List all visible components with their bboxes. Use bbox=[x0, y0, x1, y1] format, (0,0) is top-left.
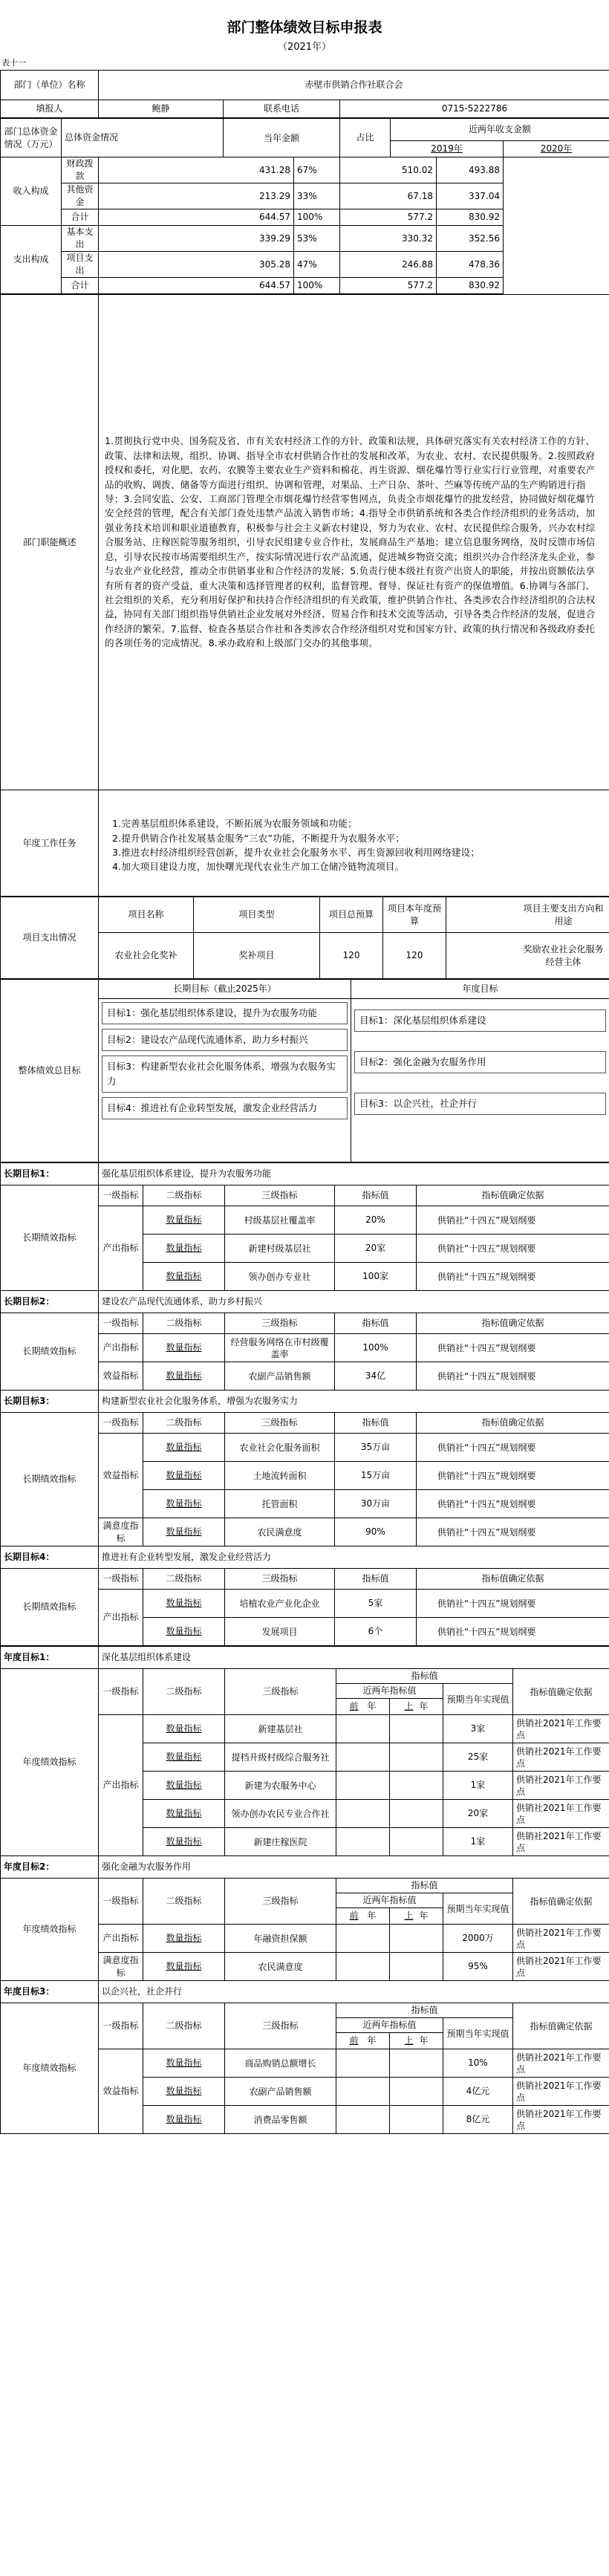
indicator-lvl1: 产出指标 bbox=[99, 1590, 143, 1646]
project-direction: 奖励农业社会化服务经营主体 bbox=[446, 933, 609, 979]
projects-header-total: 项目总预算 bbox=[320, 897, 383, 933]
phone-label: 联系电话 bbox=[224, 100, 340, 118]
indicator-lvl3: 农业社会化服务面积 bbox=[225, 1434, 335, 1462]
prev2-label: 前 bbox=[349, 1701, 359, 1711]
indicator-basis: 供销社2021年工作要点 bbox=[513, 1743, 609, 1772]
indicator-lvl2: 数量指标 bbox=[143, 1263, 225, 1291]
overall-goals-label: 整体绩效总目标 bbox=[1, 980, 99, 1162]
indicator-basis: 供销社“十四五”规划纲要 bbox=[417, 1618, 609, 1646]
indicator-lvl3: 提档升级村级综合服务社 bbox=[225, 1743, 336, 1772]
long-goal-desc: 推进社有企业转型发展，激发企业经营活力 bbox=[99, 1546, 609, 1569]
header-expected: 预期当年实现值 bbox=[443, 1684, 513, 1715]
prev2-year-word: 年 bbox=[364, 2035, 377, 2046]
indicator-value: 20家 bbox=[335, 1235, 417, 1263]
funds-row-ratio: 53% bbox=[294, 226, 340, 252]
funds-row-2019: 246.88 bbox=[340, 252, 437, 278]
indicator-prev2 bbox=[336, 1800, 390, 1828]
funds-row-name: 合计 bbox=[62, 209, 99, 226]
indicator-lvl3: 农副产品销售额 bbox=[225, 2078, 336, 2106]
long-goals-header: 长期目标（截止2025年） bbox=[99, 980, 351, 999]
prev1-label: 上 bbox=[404, 1910, 414, 1921]
indicator-lvl2: 数量指标 bbox=[143, 2078, 225, 2106]
prev2-year-word: 年 bbox=[364, 1910, 377, 1921]
prev1-year-word: 年 bbox=[419, 1701, 429, 1711]
header-expected: 预期当年实现值 bbox=[443, 2018, 513, 2049]
header-lvl2: 二级指标 bbox=[143, 1185, 225, 1206]
funds-section-label: 部门总体资金情况（万元） bbox=[1, 119, 62, 157]
header-prev1 bbox=[390, 2033, 443, 2049]
indicator-lvl2: 数量指标 bbox=[143, 1462, 225, 1490]
indicator-expected: 10% bbox=[443, 2049, 513, 2078]
dept-label: 部门（单位）名称 bbox=[1, 71, 99, 100]
header-lvl3: 三级指标 bbox=[225, 1879, 336, 1925]
long-goal-desc: 建设农产品现代流通体系，助力乡村振兴 bbox=[99, 1291, 609, 1313]
basic-info-table bbox=[0, 70, 609, 118]
header-lvl3: 三级指标 bbox=[225, 1313, 335, 1334]
indicator-lvl3: 土地流转面积 bbox=[225, 1462, 335, 1490]
prev2-label: 前 bbox=[349, 2035, 359, 2046]
indicator-prev2 bbox=[336, 2078, 390, 2106]
indicator-value: 6个 bbox=[335, 1618, 417, 1646]
funds-row-2019: 577.2 bbox=[340, 278, 437, 294]
header-recent: 近两年指标值 bbox=[336, 1684, 443, 1699]
indicator-value: 100% bbox=[335, 1334, 417, 1362]
filler-label: 填报人 bbox=[1, 100, 99, 118]
year-goal-item: 目标2：强化金融为农服务作用 bbox=[354, 1051, 606, 1073]
funds-recent-header: 近两年收支金额 bbox=[391, 119, 609, 141]
indicator-basis: 供销社“十四五”规划纲要 bbox=[417, 1434, 609, 1462]
funds-ratio-header: 占比 bbox=[340, 119, 391, 157]
indicator-lvl3: 消费品零售额 bbox=[225, 2106, 336, 2134]
indicator-expected: 4亿元 bbox=[443, 2078, 513, 2106]
long-term-table bbox=[0, 1162, 609, 1646]
indicator-basis: 供销社“十四五”规划纲要 bbox=[417, 1590, 609, 1618]
annual-side-label: 年度绩效指标 bbox=[1, 1879, 99, 1981]
indicator-lvl3: 年融资担保额 bbox=[225, 1925, 336, 1953]
funds-expense-label: 支出构成 bbox=[1, 226, 62, 294]
funds-row-ratio: 33% bbox=[294, 183, 340, 209]
indicator-lvl2: 数量指标 bbox=[143, 1715, 225, 1743]
duties-text: 1.贯彻执行党中央、国务院及省、市有关农村经济工作的方针、政策和法规，具体研究落实有关农村经济工作的方针、政策、法律和法规，组织、协调、指导全市农村供销合作社的发展和改革，为农业、农村、农民提供服务。2.按照政府授权和委托，对化肥、农药、农膜等主要农业生产资料和棉花、再生资源、烟花爆竹等行业实行行业管理，对重要农产品的收购、调拨、储备等方面进行组织、协调和管理，对果品、土产日杂、茶叶、苎麻等传统产品的生产购销进行指导；3.会同安监、公安、工商部门管理全市烟花爆竹经营零售网点，负责全市烟花爆竹的批发经营，协同做好烟花爆竹安全经营的管理，配合有关部门查处违禁产品流入销售市场；4.指导全市供销系统和各类合作经济组织的业务活动，加强业务技术培训和职业道德教育，积极参与社会主义新农村建设，努力为农业、农村、农民提供综合服务，兴办农村综合服务站、庄稼医院等服务组织，引导农民组建专业合作社，发展商品生产基地；建立信息服务网络，及时反馈市场信息，引导农民按市场需要组织生产，按实际情况进行农产品流通，促进城乡物资交流；组织兴办合作经济龙头企业，参与农业产业化经营，推动全市供销事业和合作经济的发展；5.负责行使本级社有资产出资人的职能，并按出资额依法享有所有者的资产受益，重大决策和选择管理者的权利，监督管理、督导、保证社有资产的保值增值。6.协调与各部门、社会组织的关系，充分利用好保护和扶持合作经济组织的有关政策，维护供销合作社、各类涉农合作经济组织的合法权益，协同有关部门组织指导供销社企业发展对外经济、贸易合作和技术交流等活动，引导各类合作经济的发展，促进合作经济的繁荣。7.监督、检查各基层合作社和各类涉农合作经济组织对党和国家方针、政策的执行情况和各级政府委托的各项任务的完成情况。8.承办政府和上级部门交办的其他事项。 bbox=[99, 295, 609, 790]
annual-goal-desc: 强化金融为农服务作用 bbox=[99, 1856, 609, 1879]
header-lvl1: 一级指标 bbox=[99, 2003, 143, 2049]
prev2-year-word: 年 bbox=[364, 1701, 377, 1711]
header-lvl1: 一级指标 bbox=[99, 1669, 143, 1715]
annual-side-label: 年度绩效指标 bbox=[1, 1669, 99, 1856]
indicator-lvl2: 数量指标 bbox=[143, 1743, 225, 1772]
indicator-lvl3: 农民满意度 bbox=[225, 1518, 335, 1546]
phone-value: 0715-5222786 bbox=[340, 100, 609, 118]
indicator-basis: 供销社“十四五”规划纲要 bbox=[417, 1518, 609, 1546]
projects-header-type: 项目类型 bbox=[194, 897, 320, 933]
long-goal-desc: 构建新型农业社会化服务体系，增强为农服务实力 bbox=[99, 1391, 609, 1413]
prev1-year-word: 年 bbox=[419, 1910, 429, 1921]
dept-value: 赤壁市供销合作社联合会 bbox=[99, 71, 609, 100]
annual-tasks-label: 年度工作任务 bbox=[1, 790, 99, 897]
indicator-lvl2: 数量指标 bbox=[143, 1925, 225, 1953]
long-goal-title: 长期目标4： bbox=[1, 1546, 99, 1569]
prev1-year-word: 年 bbox=[419, 2035, 429, 2046]
indicator-value: 35万亩 bbox=[335, 1434, 417, 1462]
indicator-basis: 供销社2021年工作要点 bbox=[513, 1828, 609, 1856]
indicator-lvl1: 产出指标 bbox=[99, 1925, 143, 1953]
header-lvl2: 二级指标 bbox=[143, 1569, 225, 1590]
indicator-value: 5家 bbox=[335, 1590, 417, 1618]
header-value: 指标值 bbox=[336, 2003, 513, 2018]
indicator-prev2 bbox=[336, 2049, 390, 2078]
prev1-label: 上 bbox=[404, 1701, 414, 1711]
funds-row-name: 合计 bbox=[62, 278, 99, 294]
header-prev1 bbox=[390, 1908, 443, 1925]
indicator-prev1 bbox=[390, 1715, 443, 1743]
overall-goals-table bbox=[0, 979, 609, 1162]
indicator-prev1 bbox=[390, 1772, 443, 1800]
indicator-expected: 25家 bbox=[443, 1743, 513, 1772]
long-goal-item: 目标4：推进社有企业转型发展，激发企业经营活力 bbox=[102, 1097, 348, 1119]
funds-row-2020: 493.88 bbox=[437, 157, 504, 183]
indicator-lvl3: 托管面积 bbox=[225, 1490, 335, 1518]
indicator-expected: 3家 bbox=[443, 1715, 513, 1743]
indicator-lvl3: 领办创办农民专业合作社 bbox=[225, 1800, 336, 1828]
prev2-label: 前 bbox=[349, 1910, 359, 1921]
funds-total-label: 总体资金情况 bbox=[62, 119, 224, 157]
indicator-prev1 bbox=[390, 2106, 443, 2134]
indicator-basis: 供销社2021年工作要点 bbox=[513, 1800, 609, 1828]
header-value: 指标值 bbox=[335, 1569, 417, 1590]
indicator-prev1 bbox=[390, 1743, 443, 1772]
header-lvl1: 一级指标 bbox=[99, 1413, 143, 1434]
duties-table bbox=[0, 294, 609, 897]
funds-row-ratio: 100% bbox=[294, 278, 340, 294]
indicator-lvl3: 农民满意度 bbox=[225, 1953, 336, 1981]
indicator-basis: 供销社2021年工作要点 bbox=[513, 1925, 609, 1953]
annual-goal-title: 年度目标2： bbox=[1, 1856, 99, 1879]
indicator-lvl3: 培植农业产业化企业 bbox=[225, 1590, 335, 1618]
indicator-lvl1: 满意度指标 bbox=[99, 1518, 143, 1546]
indicator-lvl2: 数量指标 bbox=[143, 1206, 225, 1235]
funds-row-2020: 478.36 bbox=[437, 252, 504, 278]
projects-table bbox=[0, 897, 609, 979]
indicator-value: 15万亩 bbox=[335, 1462, 417, 1490]
funds-row-ratio: 67% bbox=[294, 157, 340, 183]
header-basis: 指标值确定依据 bbox=[513, 2003, 609, 2049]
funds-income-label: 收入构成 bbox=[1, 157, 62, 226]
indicator-basis: 供销社2021年工作要点 bbox=[513, 2049, 609, 2078]
long-term-side-label: 长期绩效指标 bbox=[1, 1313, 99, 1391]
long-term-side-label: 长期绩效指标 bbox=[1, 1569, 99, 1646]
funds-row-2019: 577.2 bbox=[340, 209, 437, 226]
long-goals-list bbox=[99, 999, 351, 1162]
long-goal-item: 目标2：建设农产品现代流通体系，助力乡村振兴 bbox=[102, 1029, 348, 1051]
annual-side-label: 年度绩效指标 bbox=[1, 2003, 99, 2134]
header-value: 指标值 bbox=[335, 1313, 417, 1334]
annual-task-item: 4.加大项目建设力度，加快曙光现代农业生产加工仓储冷链物流项目。 bbox=[112, 861, 405, 873]
annual-task-item: 3.推进农村经济组织经营创新，提升农业社会化服务水平、再生资源回收利用网络建设； bbox=[112, 847, 480, 858]
indicator-value: 100家 bbox=[335, 1263, 417, 1291]
indicator-value: 20% bbox=[335, 1206, 417, 1235]
annual-goal-desc: 深化基层组织体系建设 bbox=[99, 1647, 609, 1669]
projects-header-year: 项目本年度预算 bbox=[383, 897, 446, 933]
header-lvl2: 二级指标 bbox=[143, 1413, 225, 1434]
header-value: 指标值 bbox=[335, 1185, 417, 1206]
long-goal-title: 长期目标2： bbox=[1, 1291, 99, 1313]
indicator-basis: 供销社2021年工作要点 bbox=[513, 2078, 609, 2106]
funds-row-name: 财政拨款 bbox=[62, 157, 99, 183]
indicator-lvl3: 新建基层社 bbox=[225, 1715, 336, 1743]
funds-row-ratio: 100% bbox=[294, 209, 340, 226]
funds-row-2019: 330.32 bbox=[340, 226, 437, 252]
project-year-budget: 120 bbox=[383, 933, 446, 979]
header-lvl2: 二级指标 bbox=[143, 1313, 225, 1334]
funds-row-name: 项目支出 bbox=[62, 252, 99, 278]
funds-budget-header: 当年金额 bbox=[224, 119, 340, 157]
funds-row-amount: 644.57 bbox=[99, 278, 294, 294]
indicator-basis: 供销社“十四五”规划纲要 bbox=[417, 1334, 609, 1362]
funds-row-2019: 510.02 bbox=[340, 157, 437, 183]
indicator-lvl2: 数量指标 bbox=[143, 1590, 225, 1618]
prev1-label: 上 bbox=[404, 2035, 414, 2046]
indicator-basis: 供销社2021年工作要点 bbox=[513, 2106, 609, 2134]
indicator-lvl3: 新建庄稼医院 bbox=[225, 1828, 336, 1856]
indicator-basis: 供销社2021年工作要点 bbox=[513, 1715, 609, 1743]
projects-header-name: 项目名称 bbox=[99, 897, 194, 933]
header-prev1 bbox=[390, 1699, 443, 1715]
indicator-prev2 bbox=[336, 1743, 390, 1772]
header-expected: 预期当年实现值 bbox=[443, 1893, 513, 1925]
header-lvl3: 三级指标 bbox=[225, 1669, 336, 1715]
indicator-prev1 bbox=[390, 2049, 443, 2078]
indicator-lvl2: 数量指标 bbox=[143, 1362, 225, 1391]
long-term-side-label: 长期绩效指标 bbox=[1, 1185, 99, 1291]
page-title: 部门整体绩效目标申报表 bbox=[227, 19, 382, 36]
indicator-lvl3: 商品购销总额增长 bbox=[225, 2049, 336, 2078]
annual-task-item: 1.完善基层组织体系建设，不断拓展为农服务领域和功能； bbox=[112, 818, 357, 830]
duties-label: 部门职能概述 bbox=[1, 295, 99, 790]
indicator-lvl3: 经营服务网络在市村级覆盖率 bbox=[225, 1334, 335, 1362]
header-value: 指标值 bbox=[336, 1879, 513, 1893]
indicator-prev1 bbox=[390, 1925, 443, 1953]
indicator-lvl2: 数量指标 bbox=[143, 1800, 225, 1828]
indicator-prev2 bbox=[336, 1772, 390, 1800]
header-prev2 bbox=[336, 1908, 390, 1925]
indicator-prev1 bbox=[390, 2078, 443, 2106]
annual-goal-desc: 以企兴社，社企并行 bbox=[99, 1981, 609, 2003]
header-basis: 指标值确定依据 bbox=[417, 1313, 609, 1334]
indicator-lvl2: 数量指标 bbox=[143, 1953, 225, 1981]
project-total: 120 bbox=[320, 933, 383, 979]
header-basis: 指标值确定依据 bbox=[417, 1569, 609, 1590]
indicator-lvl2: 数量指标 bbox=[143, 1235, 225, 1263]
funds-row-2020: 830.92 bbox=[437, 209, 504, 226]
annual-table bbox=[0, 1646, 609, 2134]
project-name: 农业社会化奖补 bbox=[99, 933, 194, 979]
indicator-expected: 95% bbox=[443, 1953, 513, 1981]
long-goal-title: 长期目标3： bbox=[1, 1391, 99, 1413]
header-lvl1: 一级指标 bbox=[99, 1879, 143, 1925]
funds-table bbox=[0, 118, 609, 294]
funds-row-amount: 431.28 bbox=[99, 157, 294, 183]
header-lvl2: 二级指标 bbox=[143, 2003, 225, 2049]
table-number: 表十一 bbox=[1, 58, 26, 68]
indicator-expected: 1家 bbox=[443, 1828, 513, 1856]
funds-row-2020: 337.04 bbox=[437, 183, 504, 209]
indicator-lvl3: 发展项目 bbox=[225, 1618, 335, 1646]
header-prev2 bbox=[336, 2033, 390, 2049]
indicator-prev1 bbox=[390, 1800, 443, 1828]
indicator-lvl2: 数量指标 bbox=[143, 1772, 225, 1800]
indicator-basis: 供销社“十四五”规划纲要 bbox=[417, 1362, 609, 1391]
year-goals-header: 年度目标 bbox=[351, 980, 609, 999]
indicator-lvl2: 数量指标 bbox=[143, 2106, 225, 2134]
long-goal-item: 目标1：强化基层组织体系建设，提升为农服务功能 bbox=[102, 1002, 348, 1024]
funds-row-2019: 67.18 bbox=[340, 183, 437, 209]
indicator-basis: 供销社2021年工作要点 bbox=[513, 1953, 609, 1981]
header-basis: 指标值确定依据 bbox=[513, 1669, 609, 1715]
funds-row-name: 其他资金 bbox=[62, 183, 99, 209]
indicator-prev2 bbox=[336, 2106, 390, 2134]
indicator-basis: 供销社2021年工作要点 bbox=[513, 1772, 609, 1800]
annual-tasks-text bbox=[99, 790, 609, 897]
report-year: （2021年） bbox=[277, 42, 332, 53]
indicator-lvl2: 数量指标 bbox=[143, 1490, 225, 1518]
indicator-expected: 8亿元 bbox=[443, 2106, 513, 2134]
header-basis: 指标值确定依据 bbox=[513, 1879, 609, 1925]
indicator-lvl1: 产出指标 bbox=[99, 1334, 143, 1362]
indicator-basis: 供销社“十四五”规划纲要 bbox=[417, 1462, 609, 1490]
long-goal-title: 长期目标1： bbox=[1, 1163, 99, 1185]
header-value: 指标值 bbox=[336, 1669, 513, 1684]
funds-row-name: 基本支出 bbox=[62, 226, 99, 252]
header-lvl3: 三级指标 bbox=[225, 1185, 335, 1206]
indicator-lvl2: 数量指标 bbox=[143, 1518, 225, 1546]
header-recent: 近两年指标值 bbox=[336, 2018, 443, 2033]
long-goal-desc: 强化基层组织体系建设，提升为农服务功能 bbox=[99, 1163, 609, 1185]
indicator-lvl2: 数量指标 bbox=[143, 1618, 225, 1646]
header-value: 指标值 bbox=[335, 1413, 417, 1434]
indicator-basis: 供销社“十四五”规划纲要 bbox=[417, 1235, 609, 1263]
year-goals-list bbox=[351, 999, 609, 1162]
header-recent: 近两年指标值 bbox=[336, 1893, 443, 1908]
long-term-side-label: 长期绩效指标 bbox=[1, 1413, 99, 1546]
indicator-lvl3: 领办创办专业社 bbox=[225, 1263, 335, 1291]
funds-row-ratio: 47% bbox=[294, 252, 340, 278]
indicator-prev1 bbox=[390, 1828, 443, 1856]
header-lvl3: 三级指标 bbox=[225, 2003, 336, 2049]
annual-task-item: 2.提升供销合作社发展基金服务“三农”功能，不断提升为农服务水平； bbox=[112, 832, 405, 844]
indicator-value: 34亿 bbox=[335, 1362, 417, 1391]
indicator-lvl2: 数量指标 bbox=[143, 2049, 225, 2078]
header-lvl1: 一级指标 bbox=[99, 1313, 143, 1334]
indicator-prev2 bbox=[336, 1953, 390, 1981]
indicator-lvl3: 新建村级基层社 bbox=[225, 1235, 335, 1263]
indicator-lvl3: 新建为农服务中心 bbox=[225, 1772, 336, 1800]
funds-year-2019: 2019年 bbox=[391, 141, 504, 157]
indicator-value: 30万亩 bbox=[335, 1490, 417, 1518]
header-basis: 指标值确定依据 bbox=[417, 1413, 609, 1434]
header-prev2 bbox=[336, 1699, 390, 1715]
indicator-lvl3: 农副产品销售额 bbox=[225, 1362, 335, 1391]
funds-row-amount: 213.29 bbox=[99, 183, 294, 209]
indicator-lvl1: 产出指标 bbox=[99, 1206, 143, 1291]
long-goal-item: 目标3：构建新型农业社会化服务体系，增强为农服务实力 bbox=[102, 1056, 348, 1093]
header-lvl1: 一级指标 bbox=[99, 1185, 143, 1206]
indicator-basis: 供销社“十四五”规划纲要 bbox=[417, 1206, 609, 1235]
indicator-prev1 bbox=[390, 1953, 443, 1981]
indicator-value: 90% bbox=[335, 1518, 417, 1546]
funds-year-2020: 2020年 bbox=[504, 141, 609, 157]
year-goal-item: 目标3：以企兴社，社企并行 bbox=[354, 1093, 606, 1115]
projects-label: 项目支出情况 bbox=[1, 897, 99, 979]
annual-goal-title: 年度目标1： bbox=[1, 1647, 99, 1669]
header-lvl2: 二级指标 bbox=[143, 1669, 225, 1715]
indicator-prev2 bbox=[336, 1925, 390, 1953]
funds-row-2020: 352.56 bbox=[437, 226, 504, 252]
indicator-prev2 bbox=[336, 1828, 390, 1856]
indicator-expected: 2000万 bbox=[443, 1925, 513, 1953]
indicator-lvl1: 满意度指标 bbox=[99, 1953, 143, 1981]
funds-row-2020: 830.92 bbox=[437, 278, 504, 294]
funds-row-amount: 305.28 bbox=[99, 252, 294, 278]
header-lvl1: 一级指标 bbox=[99, 1569, 143, 1590]
header-lvl2: 二级指标 bbox=[143, 1879, 225, 1925]
indicator-lvl1: 产出指标 bbox=[99, 1715, 143, 1856]
header-lvl3: 三级指标 bbox=[225, 1413, 335, 1434]
indicator-basis: 供销社“十四五”规划纲要 bbox=[417, 1263, 609, 1291]
header-lvl3: 三级指标 bbox=[225, 1569, 335, 1590]
indicator-lvl1: 效益指标 bbox=[99, 1434, 143, 1518]
filler-value: 鲍静 bbox=[99, 100, 224, 118]
indicator-lvl1: 效益指标 bbox=[99, 1362, 143, 1391]
header-basis: 指标值确定依据 bbox=[417, 1185, 609, 1206]
funds-row-amount: 644.57 bbox=[99, 209, 294, 226]
indicator-lvl1: 效益指标 bbox=[99, 2049, 143, 2134]
indicator-prev2 bbox=[336, 1715, 390, 1743]
indicator-expected: 1家 bbox=[443, 1772, 513, 1800]
annual-goal-title: 年度目标3： bbox=[1, 1981, 99, 2003]
indicator-expected: 20家 bbox=[443, 1800, 513, 1828]
indicator-lvl2: 数量指标 bbox=[143, 1434, 225, 1462]
projects-header-direction: 项目主要支出方向和用途 bbox=[446, 897, 609, 933]
indicator-basis: 供销社“十四五”规划纲要 bbox=[417, 1490, 609, 1518]
project-type: 奖补项目 bbox=[194, 933, 320, 979]
year-goal-item: 目标1：深化基层组织体系建设 bbox=[354, 1009, 606, 1032]
indicator-lvl3: 村级基层社覆盖率 bbox=[225, 1206, 335, 1235]
indicator-lvl2: 数量指标 bbox=[143, 1334, 225, 1362]
funds-row-amount: 339.29 bbox=[99, 226, 294, 252]
indicator-lvl2: 数量指标 bbox=[143, 1828, 225, 1856]
